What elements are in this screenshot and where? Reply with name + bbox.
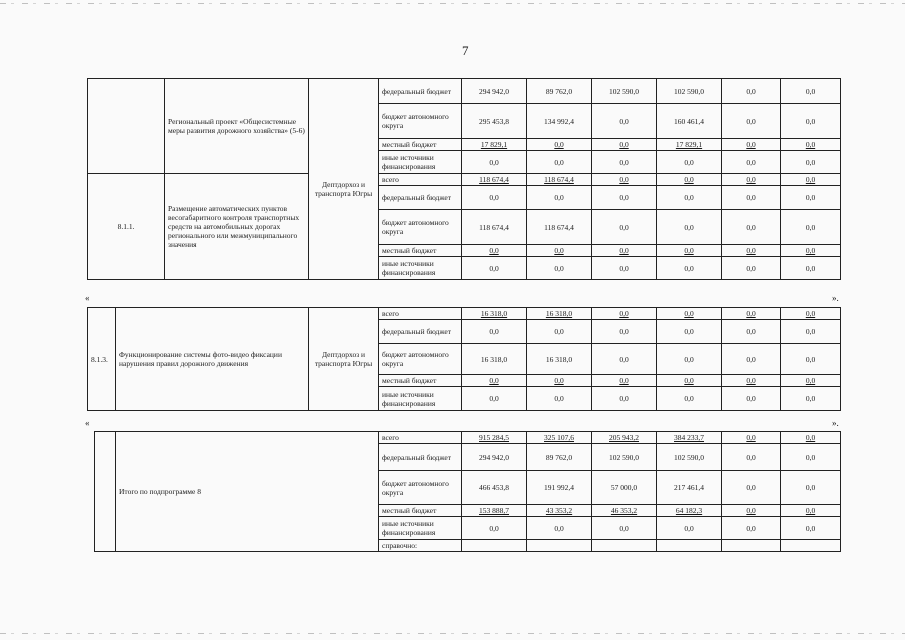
value-cell: 17 829,1: [462, 139, 527, 151]
table-row: [88, 79, 841, 104]
funding-category: бюджет автономного округа: [379, 471, 462, 505]
regional-project-name: Региональный проект «Общесистемные меры развития дорожного хозяйства» (5-6): [165, 79, 309, 174]
funding-category: иные источники финансирования: [379, 257, 462, 280]
value-cell: 0,0: [781, 320, 841, 344]
value-cell: 160 461,4: [657, 104, 722, 139]
value-cell: 0,0: [781, 139, 841, 151]
value-cell: 0,0: [657, 257, 722, 280]
value-cell: 0,0: [657, 186, 722, 210]
value-cell: 0,0: [781, 210, 841, 245]
funding-category: всего: [379, 174, 462, 186]
value-cell: 205 943,2: [592, 432, 657, 444]
table-row: [88, 174, 841, 186]
value-cell: 0,0: [781, 79, 841, 104]
value-cell: 0,0: [781, 344, 841, 375]
value-cell: 0,0: [592, 245, 657, 257]
table-row: [88, 308, 841, 320]
funding-category: федеральный бюджет: [379, 320, 462, 344]
value-cell: 0,0: [527, 517, 592, 540]
value-cell: 0,0: [657, 308, 722, 320]
quote-close-1: ».: [832, 293, 839, 303]
value-cell: 0,0: [527, 151, 592, 174]
page-number: 7: [462, 43, 469, 58]
value-cell: 0,0: [781, 375, 841, 387]
value-cell: 0,0: [722, 186, 781, 210]
value-cell: 118 674,4: [462, 174, 527, 186]
value-cell: 0,0: [527, 139, 592, 151]
value-cell: 0,0: [462, 257, 527, 280]
funding-category: местный бюджет: [379, 139, 462, 151]
table1-code-top: [88, 79, 165, 174]
value-cell: 0,0: [657, 375, 722, 387]
funding-category: местный бюджет: [379, 245, 462, 257]
value-cell: [722, 540, 781, 552]
value-cell: 0,0: [781, 308, 841, 320]
funding-category: иные источники финансирования: [379, 517, 462, 540]
funding-table-subprogram-total: [94, 431, 841, 552]
value-cell: 0,0: [592, 210, 657, 245]
value-cell: 16 318,0: [527, 308, 592, 320]
value-cell: 0,0: [722, 387, 781, 411]
value-cell: 0,0: [722, 320, 781, 344]
value-cell: 0,0: [781, 517, 841, 540]
value-cell: 0,0: [781, 151, 841, 174]
value-cell: 0,0: [781, 174, 841, 186]
funding-table-photo-video-fixation: [87, 307, 841, 411]
value-cell: 46 353,2: [592, 505, 657, 517]
value-cell: 118 674,4: [527, 174, 592, 186]
item-name: Размещение автоматических пунктов весогабаритного контроля транспортных средств на автомобильных дорогах регионального или межмуниципального значения: [165, 174, 309, 280]
value-cell: 384 233,7: [657, 432, 722, 444]
value-cell: 0,0: [722, 139, 781, 151]
funding-category: всего: [379, 432, 462, 444]
value-cell: 0,0: [527, 245, 592, 257]
value-cell: 0,0: [657, 344, 722, 375]
value-cell: 153 888,7: [462, 505, 527, 517]
funding-category: всего: [379, 308, 462, 320]
value-cell: 0,0: [592, 517, 657, 540]
value-cell: 915 284,5: [462, 432, 527, 444]
value-cell: 0,0: [657, 517, 722, 540]
value-cell: 102 590,0: [592, 444, 657, 471]
value-cell: 0,0: [592, 344, 657, 375]
value-cell: 0,0: [527, 375, 592, 387]
value-cell: 134 992,4: [527, 104, 592, 139]
value-cell: 0,0: [592, 151, 657, 174]
value-cell: 0,0: [722, 344, 781, 375]
scan-artifact-bottom: [0, 633, 905, 634]
value-cell: 0,0: [592, 174, 657, 186]
value-cell: 217 461,4: [657, 471, 722, 505]
value-cell: 325 107,6: [527, 432, 592, 444]
value-cell: 0,0: [592, 387, 657, 411]
value-cell: 102 590,0: [592, 79, 657, 104]
value-cell: [781, 540, 841, 552]
value-cell: 0,0: [657, 387, 722, 411]
value-cell: 0,0: [462, 151, 527, 174]
value-cell: [527, 540, 592, 552]
value-cell: 0,0: [462, 186, 527, 210]
value-cell: 0,0: [527, 186, 592, 210]
value-cell: 0,0: [462, 387, 527, 411]
item-code: 8.1.3.: [88, 308, 116, 411]
value-cell: 0,0: [657, 245, 722, 257]
value-cell: 0,0: [722, 308, 781, 320]
value-cell: 0,0: [657, 174, 722, 186]
value-cell: 0,0: [462, 517, 527, 540]
value-cell: 0,0: [781, 471, 841, 505]
value-cell: 0,0: [722, 375, 781, 387]
value-cell: 0,0: [462, 320, 527, 344]
value-cell: 16 318,0: [462, 308, 527, 320]
value-cell: 0,0: [781, 245, 841, 257]
quote-close-2: ».: [832, 418, 839, 428]
value-cell: 0,0: [657, 320, 722, 344]
executor-cell: [309, 79, 379, 280]
value-cell: 0,0: [781, 444, 841, 471]
value-cell: 64 182,3: [657, 505, 722, 517]
value-cell: 0,0: [722, 257, 781, 280]
value-cell: 0,0: [722, 471, 781, 505]
table2-body: [88, 308, 841, 411]
value-cell: 0,0: [657, 210, 722, 245]
value-cell: 0,0: [781, 387, 841, 411]
value-cell: 0,0: [781, 432, 841, 444]
item-code: 8.1.1.: [88, 174, 165, 280]
value-cell: 466 453,8: [462, 471, 527, 505]
value-cell: 16 318,0: [462, 344, 527, 375]
scan-artifact-top: [0, 3, 905, 4]
quote-open-1: «: [85, 293, 90, 303]
value-cell: [657, 540, 722, 552]
value-cell: 16 318,0: [527, 344, 592, 375]
value-cell: 118 674,4: [462, 210, 527, 245]
value-cell: 0,0: [527, 320, 592, 344]
subprogram-total-label: Итого по подпрограмме 8: [116, 432, 379, 552]
value-cell: 0,0: [592, 257, 657, 280]
value-cell: 0,0: [592, 139, 657, 151]
value-cell: 0,0: [722, 505, 781, 517]
value-cell: 118 674,4: [527, 210, 592, 245]
funding-category: бюджет автономного округа: [379, 344, 462, 375]
value-cell: 0,0: [722, 432, 781, 444]
funding-category: бюджет автономного округа: [379, 210, 462, 245]
funding-category: справочно:: [379, 540, 462, 552]
value-cell: 89 762,0: [527, 444, 592, 471]
value-cell: 0,0: [462, 245, 527, 257]
table3-body: [95, 432, 841, 552]
value-cell: 0,0: [722, 210, 781, 245]
funding-category: бюджет автономного округа: [379, 104, 462, 139]
funding-category: иные источники финансирования: [379, 151, 462, 174]
value-cell: 0,0: [722, 245, 781, 257]
funding-category: федеральный бюджет: [379, 186, 462, 210]
value-cell: 102 590,0: [657, 79, 722, 104]
value-cell: 57 000,0: [592, 471, 657, 505]
value-cell: 0,0: [722, 444, 781, 471]
value-cell: 0,0: [781, 186, 841, 210]
value-cell: 0,0: [592, 104, 657, 139]
value-cell: 0,0: [592, 320, 657, 344]
value-cell: 0,0: [462, 375, 527, 387]
value-cell: 89 762,0: [527, 79, 592, 104]
value-cell: 0,0: [592, 186, 657, 210]
value-cell: 191 992,4: [527, 471, 592, 505]
value-cell: 0,0: [722, 104, 781, 139]
value-cell: 102 590,0: [657, 444, 722, 471]
funding-category: федеральный бюджет: [379, 79, 462, 104]
value-cell: 0,0: [781, 257, 841, 280]
value-cell: 0,0: [527, 257, 592, 280]
value-cell: 0,0: [527, 387, 592, 411]
value-cell: 294 942,0: [462, 79, 527, 104]
value-cell: 0,0: [657, 151, 722, 174]
executor-name: Дептдорхоз и транспорта Югры: [309, 308, 379, 411]
value-cell: 0,0: [722, 174, 781, 186]
value-cell: 0,0: [722, 79, 781, 104]
value-cell: 0,0: [592, 308, 657, 320]
funding-category: иные источники финансирования: [379, 387, 462, 411]
funding-table-regional-project: [87, 78, 841, 280]
value-cell: 294 942,0: [462, 444, 527, 471]
value-cell: [462, 540, 527, 552]
item-name: Функционирование системы фото-видео фиксации нарушения правил дорожного движения: [116, 308, 309, 411]
value-cell: 0,0: [722, 517, 781, 540]
funding-category: местный бюджет: [379, 505, 462, 517]
quote-open-2: «: [85, 418, 90, 428]
value-cell: 17 829,1: [657, 139, 722, 151]
table-row: [95, 432, 841, 444]
total-code-blank: [95, 432, 116, 552]
executor-name: Дептдорхоз и транспорта Югры: [314, 180, 373, 198]
value-cell: 0,0: [592, 375, 657, 387]
funding-category: местный бюджет: [379, 375, 462, 387]
value-cell: 43 353,2: [527, 505, 592, 517]
value-cell: 0,0: [722, 151, 781, 174]
table1-body: [88, 79, 841, 280]
value-cell: 0,0: [781, 104, 841, 139]
value-cell: 0,0: [781, 505, 841, 517]
value-cell: 295 453,8: [462, 104, 527, 139]
funding-category: федеральный бюджет: [379, 444, 462, 471]
value-cell: [592, 540, 657, 552]
